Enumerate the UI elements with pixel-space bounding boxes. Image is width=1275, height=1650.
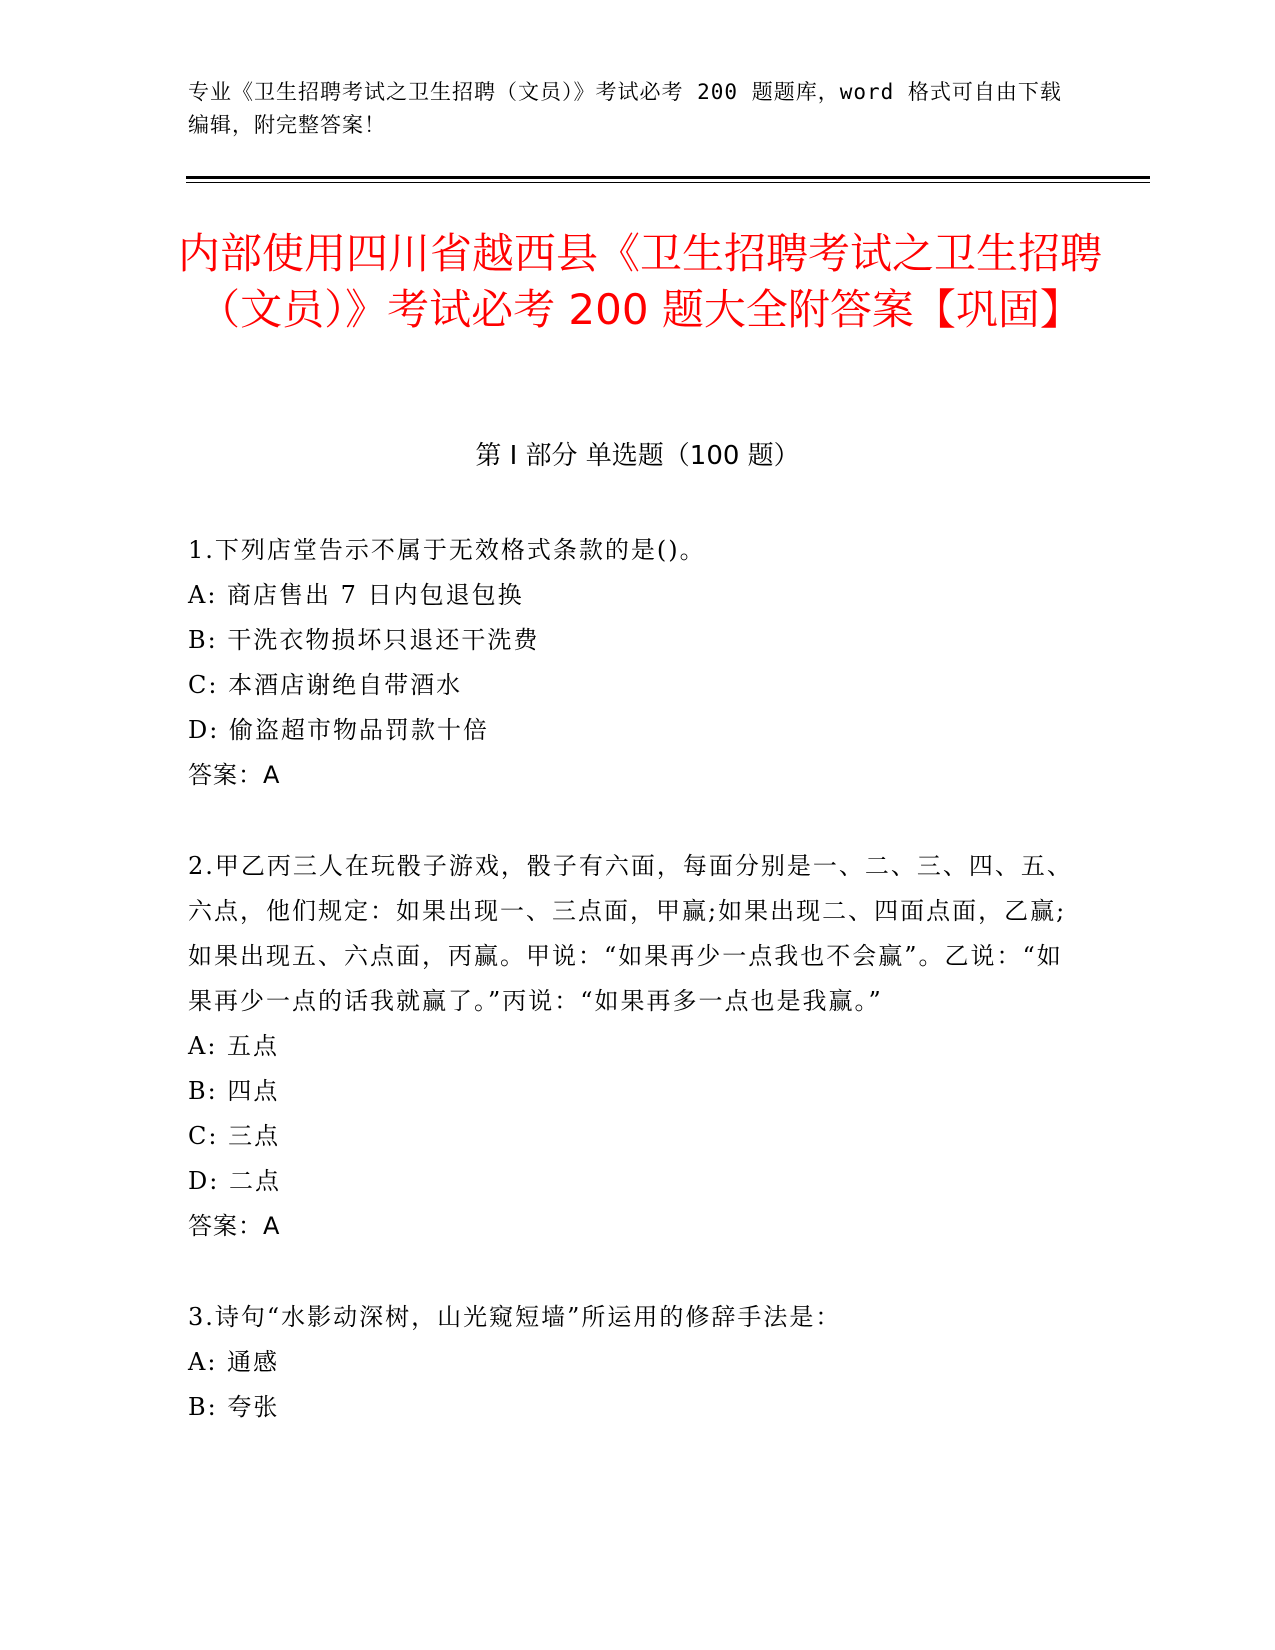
header-divider-thick [186, 176, 1150, 179]
option-c: C: 本酒店谢绝自带酒水 [188, 671, 463, 699]
section-heading: 第 I 部分 单选题（100 题） [475, 441, 800, 471]
question-3 [188, 1295, 1088, 1430]
option-c: C: 三点 [188, 1122, 281, 1150]
option-d: D: 二点 [188, 1167, 281, 1195]
option-b: B: 干洗衣物损坏只退还干洗费 [188, 626, 540, 654]
question-stem: 3.诗句“水影动深树，山光窥短墙”所运用的修辞手法是： [188, 1303, 842, 1331]
option-a: A: 通感 [188, 1348, 280, 1376]
question-stem: 2.甲乙丙三人在玩骰子游戏，骰子有六面，每面分别是一、二、三、四、五、六点，他们规定：如果出现一、三点面，甲赢;如果出现二、四面点面，乙赢;如果出现五、六点面，丙赢。甲说：“如果再少一点我也不会赢”。乙说：“如果再少一点的话我就赢了。”丙说：“如果再多一点也是我赢。” [188, 852, 1073, 1015]
option-a: A: 商店售出 7 日内包退包换 [188, 581, 524, 609]
header-note: 专业《卫生招聘考试之卫生招聘（文员）》考试必考 200 题题库，word 格式可自由下载编辑，附完整答案！ [188, 80, 1062, 137]
option-b: B: 四点 [188, 1077, 280, 1105]
question-1 [188, 528, 1088, 798]
header-divider-thin [186, 182, 1150, 183]
answer-line: 答案：A [188, 761, 281, 789]
question-list [188, 528, 1088, 1476]
question-2 [188, 844, 1088, 1249]
document-title: 内部使用四川省越西县《卫生招聘考试之卫生招聘（文员）》考试必考 200 题大全附答案【巩固】 [177, 229, 1102, 334]
option-b: B: 夸张 [188, 1393, 280, 1421]
option-a: A: 五点 [188, 1032, 280, 1060]
answer-line: 答案：A [188, 1212, 281, 1240]
question-stem: 1.下列店堂告示不属于无效格式条款的是()。 [188, 536, 706, 564]
option-d: D: 偷盗超市物品罚款十倍 [188, 716, 489, 744]
